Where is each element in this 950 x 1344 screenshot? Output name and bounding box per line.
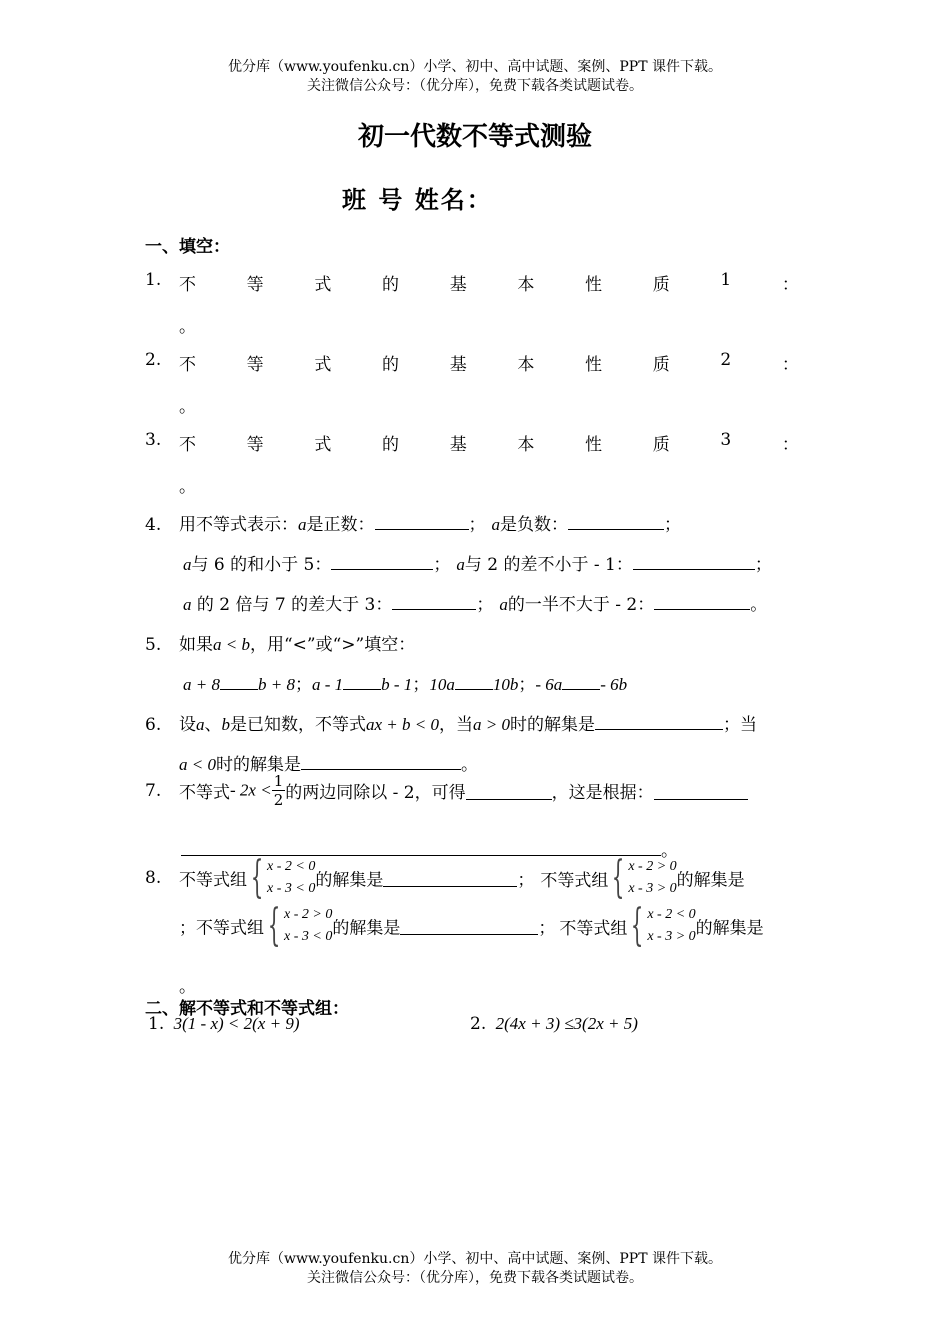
math-expr: b + 8	[257, 675, 295, 694]
q8-text: 不等式组	[196, 918, 264, 939]
footer-line-1: 优分库（www.youfenku.cn）小学、初中、高中试题、案例、PPT 课件下载。	[227, 1251, 722, 1267]
inequality-system-2	[608, 852, 677, 903]
q8-text: 不等式组	[179, 870, 247, 891]
q6-number: 6.	[145, 715, 162, 735]
math-var: a	[196, 715, 205, 734]
inequality-system-4	[627, 900, 696, 951]
q6-text: 、	[204, 715, 222, 735]
q3-char: 基	[449, 435, 467, 455]
q8-text: 的解集是	[332, 918, 401, 939]
math-expr: a + 8	[183, 675, 220, 694]
q1-char: 本	[517, 275, 535, 295]
answer-blank[interactable]	[220, 672, 258, 690]
q6-text: ；当	[722, 715, 757, 735]
q4-text: 是负数：	[500, 515, 568, 535]
q4-text: ；	[433, 555, 451, 575]
q1-char: 式	[314, 275, 332, 295]
separator: ；	[179, 918, 196, 939]
q1-number: 1.	[145, 270, 162, 290]
q1-char: 1	[720, 270, 732, 290]
q8-line-2	[179, 900, 764, 951]
q2-char: 性	[585, 355, 603, 375]
math-expr: a > 0	[473, 715, 510, 734]
math-expr: ax + b < 0	[366, 715, 439, 734]
q3-char: 不	[179, 435, 196, 455]
q8-line-1	[145, 852, 745, 903]
q3-char: 本	[517, 435, 535, 455]
math-expr: 10a	[429, 675, 455, 694]
math-expr: a < b	[213, 635, 250, 654]
q3-char: 的	[382, 435, 400, 455]
math-var: b	[221, 715, 230, 734]
brace-icon: {	[250, 852, 264, 903]
q8-end: 。	[179, 977, 196, 997]
answer-blank[interactable]	[455, 672, 493, 690]
q6-text: 设	[179, 715, 196, 735]
q5-text: ，用“<”或“>”填空：	[249, 635, 416, 655]
math-expr: a < 0	[179, 755, 216, 774]
q3-end: 。	[179, 477, 196, 497]
answer-blank[interactable]	[595, 712, 723, 730]
q1-char: 的	[382, 275, 400, 295]
q2-char: 2	[720, 350, 732, 370]
q8-text: 的解集是	[676, 870, 745, 891]
math-expr: a - 1	[311, 675, 344, 694]
q5-line-2	[183, 670, 627, 695]
math-expr: - 2x <	[230, 780, 272, 800]
q2-number: 2.	[145, 350, 162, 370]
q8-text: 不等式组	[540, 870, 609, 891]
answer-blank[interactable]	[301, 752, 461, 770]
q7-number: 7.	[145, 780, 162, 801]
system-row: x - 2 > 0	[284, 907, 333, 922]
math-expr: 10b	[492, 675, 519, 694]
separator: ；	[294, 675, 312, 695]
separator: ；	[517, 870, 535, 891]
q2-end: 。	[179, 397, 196, 417]
brace-icon: {	[631, 900, 644, 951]
q3-number: 3.	[145, 430, 162, 450]
header-line-1: 优分库（www.youfenku.cn）小学、初中、高中试题、案例、PPT 课件下载。	[227, 59, 722, 75]
answer-blank[interactable]	[568, 512, 664, 530]
system-row: x - 2 < 0	[267, 859, 316, 874]
system-row: x - 3 > 0	[647, 929, 696, 944]
q6-text: ，当	[439, 715, 473, 735]
system-row: x - 2 < 0	[647, 907, 696, 922]
q3-char: 质	[652, 435, 670, 455]
q8-text: 的解集是	[695, 918, 764, 939]
q4-number: 4.	[145, 515, 162, 535]
q1-char: 质	[652, 275, 670, 295]
answer-blank[interactable]	[654, 592, 750, 610]
q4-text: 与 6 的和小于 5：	[191, 555, 332, 575]
separator: ；	[412, 675, 430, 695]
q3-text	[179, 430, 799, 455]
q7-text: ，这是根据：	[551, 783, 654, 803]
q6-text: 。	[460, 755, 478, 775]
problem-2-expr: 2(4x + 3) ≤3(2x + 5)	[495, 1014, 638, 1033]
q8-text: 不等式组	[559, 918, 628, 939]
q2-char: 的	[382, 355, 400, 375]
q1-text	[179, 270, 799, 295]
system-row: x - 3 < 0	[284, 929, 333, 944]
problem-1-number: 1.	[148, 1014, 165, 1034]
q4-text: 与 2 的差不小于 - 1：	[464, 555, 633, 575]
q7-line-1	[145, 772, 748, 809]
answer-blank[interactable]	[343, 672, 381, 690]
q2-char: 基	[449, 355, 467, 375]
math-var: a	[183, 555, 192, 574]
q4-text: 是正数：	[306, 515, 375, 535]
problem-1-expr: 3(1 - x) < 2(x + 9)	[173, 1014, 300, 1033]
q5-text: 如果	[179, 635, 213, 655]
q4-text: ；	[754, 555, 772, 575]
fraction-denominator: 2	[273, 791, 284, 809]
q2-char: 不	[179, 355, 196, 375]
class-name-line: 班 号 姓名：	[342, 185, 493, 214]
separator: ；	[518, 675, 536, 695]
q3-char: 3	[720, 430, 732, 450]
q4-text: 用不等式表示：	[179, 515, 298, 535]
answer-blank[interactable]	[466, 782, 552, 800]
q6-line-1	[145, 710, 757, 735]
q4-text: 的一半不大于 - 2：	[507, 595, 655, 615]
header-line-2: 关注微信公众号：（优分库），免费下载各类试题试卷。	[307, 78, 643, 94]
q2-char: 质	[652, 355, 670, 375]
math-var: a	[499, 595, 508, 614]
fraction	[272, 772, 286, 809]
q4-text: ；	[468, 515, 486, 535]
q6-text: 时的解集是	[509, 715, 595, 735]
answer-blank[interactable]	[400, 917, 538, 935]
q6-text: 是已知数，不等式	[230, 715, 366, 735]
brace-icon: {	[612, 852, 625, 903]
q1-char: 基	[449, 275, 467, 295]
section-2-heading: 二、解不等式和不等式组：	[145, 999, 349, 1019]
math-var: a	[298, 515, 307, 534]
q7-text: 不等式	[179, 783, 230, 803]
q3-char: 式	[314, 435, 332, 455]
math-expr: - 6b	[600, 675, 628, 694]
answer-blank[interactable]	[375, 512, 469, 530]
separator: ；	[538, 918, 556, 939]
q4-line-3	[183, 590, 767, 615]
inequality-system-1	[247, 852, 316, 903]
q4-text: 。	[750, 595, 768, 615]
inequality-system-3	[264, 900, 333, 951]
math-var: a	[183, 595, 192, 614]
answer-blank[interactable]	[392, 592, 476, 610]
q7-end: 。	[661, 841, 678, 861]
brace-icon: {	[267, 900, 281, 951]
problem-2	[470, 1014, 638, 1034]
section-1-heading: 一、填空：	[145, 237, 230, 257]
q3-char: 等	[246, 435, 264, 455]
fraction-numerator: 1	[273, 772, 284, 790]
system-row: x - 3 > 0	[628, 881, 677, 896]
q2-text	[179, 350, 799, 375]
answer-blank[interactable]	[331, 552, 433, 570]
q5-line-1	[145, 630, 415, 655]
answer-blank[interactable]	[654, 782, 748, 800]
q4-text: ；	[476, 595, 494, 615]
q4-text: 的 2 倍与 7 的差大于 3：	[191, 595, 393, 615]
answer-blank[interactable]	[562, 672, 600, 690]
q4-text: ；	[664, 515, 681, 535]
q8-number: 8.	[145, 868, 162, 888]
q1-char: ：	[781, 275, 799, 295]
q5-number: 5.	[145, 635, 162, 655]
math-var: a	[491, 515, 500, 534]
q1-char: 不	[179, 275, 196, 295]
problem-1	[148, 1014, 299, 1034]
page-title: 初一代数不等式测验	[357, 122, 592, 152]
q2-char: 等	[246, 355, 264, 375]
q2-char: 本	[517, 355, 535, 375]
answer-blank[interactable]	[383, 869, 517, 887]
q4-line-1	[145, 510, 681, 535]
q2-char: 式	[314, 355, 332, 375]
q3-char: 性	[585, 435, 603, 455]
q6-text: 时的解集是	[215, 755, 301, 775]
system-row: x - 3 < 0	[267, 881, 316, 896]
system-row: x - 2 > 0	[628, 859, 677, 874]
q2-char: ：	[781, 355, 799, 375]
q7-text: 的两边同除以 - 2，可得	[285, 783, 466, 803]
q4-line-2	[183, 550, 772, 575]
math-expr: - 6a	[535, 675, 563, 694]
footer-line-2: 关注微信公众号：（优分库），免费下载各类试题试卷。	[307, 1270, 643, 1286]
q3-char: ：	[781, 435, 799, 455]
math-var: a	[456, 555, 465, 574]
math-expr: b - 1	[381, 675, 413, 694]
q8-text: 的解集是	[315, 870, 384, 891]
answer-blank[interactable]	[633, 552, 755, 570]
q1-end: 。	[179, 317, 196, 337]
problem-2-number: 2.	[470, 1014, 487, 1034]
q1-char: 等	[246, 275, 264, 295]
q1-char: 性	[585, 275, 603, 295]
